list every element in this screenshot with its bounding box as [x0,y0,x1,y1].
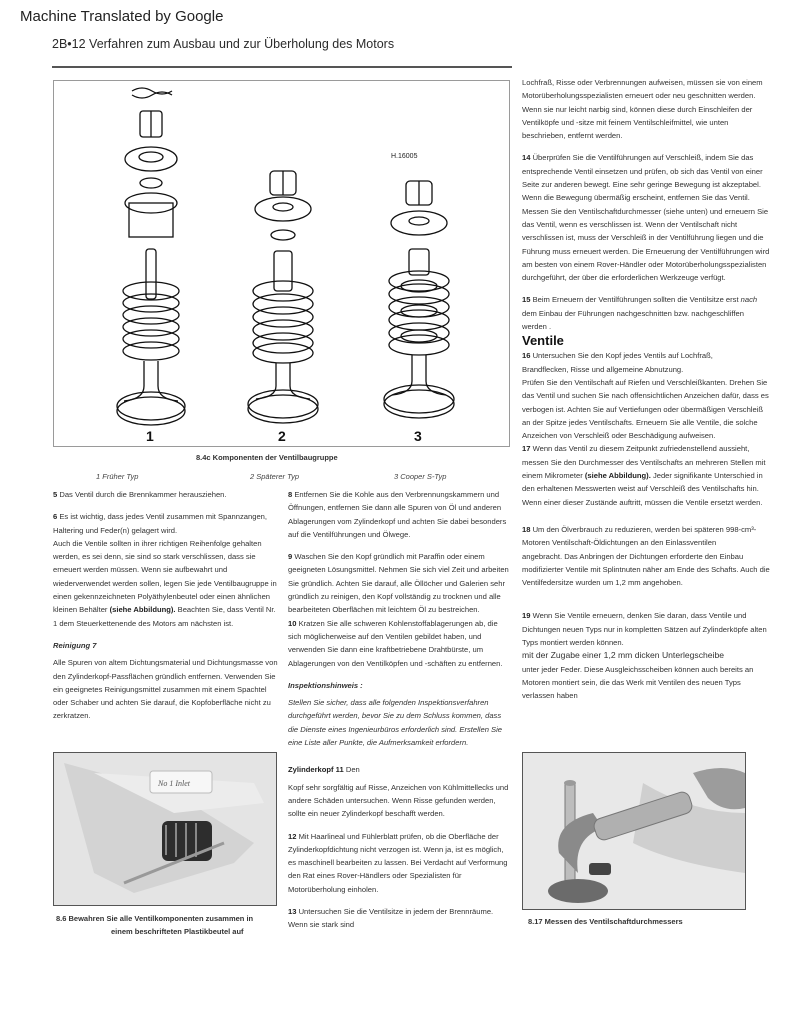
paragraph-7: Alle Spuren von altem Dichtungsmaterial und Dichtungsmasse von den Zylinderkopf-Passflächen gründlich entfernen. Verwenden Sie ein geeignetes Reinigungsmittel zusammen mit einem Spachtel oder Schaber und achten Sie darauf, die Kopfoberfläche nicht zu zerkratzen. [53,658,278,721]
paragraph-11: Kopf sehr sorgfältig auf Risse, Anzeichen von Kühlmittellecks und andere Schäden untersuchen. Wenn Risse gefunden werden, sollte ein neuer Zylinderkopf beschafft werden. [288,782,509,819]
figure-valve-components [53,80,510,447]
sub-caption-cooper-s-type: 3 Cooper S-Typ [394,472,447,481]
sub-caption-later-type: 2 Späterer Typ [250,472,300,481]
figure-bag-caption-line1: 8.6 Bewahren Sie alle Ventilkomponenten zusammen in [56,914,254,923]
valve-label-3: 3 [414,428,422,444]
paragraph-5: 5 Das Ventil durch die Brennkammer herausziehen. [53,490,227,499]
heading-inspection-note: Inspektionshinweis : [288,680,363,690]
micrometer-image [523,753,745,909]
plastic-bag-image [54,753,276,905]
valve-label-1: 1 [146,428,154,444]
paragraph-13: 13 Untersuchen Sie die Ventilsitze in jedem der Brennräume. Wenn sie stark sind [288,907,494,930]
figure-bag-caption-line2: einem beschrifteten Plastikbeutel auf [111,927,244,936]
sub-caption-early-type: 1 Früher Typ [96,472,139,481]
paragraph-15: 15 Beim Erneuern der Ventilführungen sollten die Ventilsitze erst nach dem Einbau der Führungen nachgeschnitten bzw. nachgeschliffen werden . [522,295,758,332]
paragraph-18: 18 Um den Ölverbrauch zu reduzieren, werden bei späteren 998-cm³-Motoren Ventilschaft-Öldichtungen an den Einlassventilen angebracht. Das Anbringen der Dichtungen erforderte den Einbau modifizierter Ventile mit Splintnuten näher am Ende des Schafts. Auch die Ventilfedersitze wurden um 1,2 mm angehoben. [522,524,770,588]
heading-cylinder-head: Zylinderkopf 11 Den [288,765,360,775]
right-column [522,76,770,711]
paragraph-17: 17 Wenn das Ventil zu diesem Zeitpunkt zufriedenstellend aussieht, messen Sie den Durchmesser des Ventilschafts an mehreren Stellen mit einem Mikrometer (siehe Abbildung). Jeder signifikante Unterschied in den erhaltenen Messwerten weist auf Verschleiß des Ventilschafts hin. Wenn einer dieser Zustände auftritt, müssen die Ventile ersetzt werden. [522,444,766,507]
middle-column [288,488,513,932]
paragraph-9: 9 Waschen Sie den Kopf gründlich mit Paraffin oder einem geeigneten Lösungsmittel. Nehmen Sie sich viel Zeit und arbeiten Sie gründlich. Achten Sie darauf, alle Öllöcher und Galerien sehr gründlich zu reinigen, den Kopf vollständig zu trocknen und alle bearbeiteten Oberflächen mit leichtem Öl zu bestreichen. [288,552,509,615]
figure-micrometer-caption: 8.17 Messen des Ventilschaftdurchmessers [528,917,683,926]
valve-label-2: 2 [278,428,286,444]
section-heading-ventile: Ventile [522,333,564,349]
figure-caption: 8.4c Komponenten der Ventilbaugruppe [196,453,338,462]
header-divider [52,66,512,68]
inspection-note-text: Stellen Sie sicher, dass alle folgenden Inspektionsverfahren durchgeführt werden, bevor Sie zu dem Schluss kommen, dass die Dienste eines Ingenieurbüros erforderlich sind. Erstellen Sie eine Liste aller Punkte, die Aufmerksamkeit erfordern. [288,698,503,748]
machine-translation-banner: Machine Translated by Google [20,8,224,25]
paragraph-12-end: Motorüberholung einholen. [288,884,379,894]
photo-valve-bag [53,752,277,906]
paragraph-6: 6 Es ist wichtig, dass jedes Ventil zusammen mit Spannzangen, Haltering und Feder(n) gelagert wird. Auch die Ventile sollten in ihrer richtigen Reihenfolge gehalten werden, es sei denn, sie sind so stark verschlissen, dass sie erneuert werden müssen. Wenn sie aufbewahrt und wiederverwendet werden sollen, legen Sie jede Ventilbaugruppe in einen gekennzeichneten Polyäthylenbeutel oder einen ähnlichen kleinen Behälter (siehe Abbildung). Beachten Sie, dass Ventil Nr. 1 dem Steuerkettenende des Motors am nächsten ist. [53,512,277,628]
paragraph-8: 8 Entfernen Sie die Kohle aus den Verbrennungskammern und Öffnungen, entfernen Sie dann alle Spuren von Öl und anderen Ablagerungen vom Zylinderkopf und achten Sie dabei besonders auf die Ventilführungen und Ölwege. [288,490,507,539]
paragraph-10: 10 Kratzen Sie alle schweren Kohlenstoffablagerungen ab, die sich möglicherweise auf den Ventilen gebildet haben, und verwenden Sie dann eine kraftbetriebene Drahtbürste, um Ablagerungen von den Ventilköpfen und -schäften zu entfernen. [288,618,503,668]
photo-micrometer [522,752,746,910]
paragraph-12: 12 Mit Haarlineal und Fühlerblatt prüfen, ob die Oberfläche der Zylinderkopfdichtung nicht verzogen ist. Wenn ja, ist es möglich, es maschinell bearbeiten zu lassen. Bei Verdacht auf Verformung den Rat eines Rover-Händlers oder Spezialisten für [288,831,508,881]
valve-assembly-illustration [54,81,509,446]
paragraph-14: 14 Überprüfen Sie die Ventilführungen auf Verschleiß, indem Sie das entsprechende Ventil einsetzen und prüfen, ob sich das Ventil von einer Seite zur anderen bewegt. Eine sehr geringe Bewegung ist akzeptabel. Wenn die Bewegung übermäßig erscheint, entfernen Sie das Ventil. Messen Sie den Ventilschaftdurchmesser (siehe unten) und erneuern Sie das Ventil, wenn es verschlissen ist. Wenn der Ventilschaft nicht verschlissen ist, muss der Verschleiß in der Ventilführung liegen und die Führung muss erneuert werden. Die Erneuerung der Ventilführungen wird am besten von einem Rover-Händler oder Motorüberholungsspezialisten durchgeführt, der über die erforderlichen Werkzeuge verfügt. [522,153,770,283]
svg-text:No 1 Inlet: No 1 Inlet [158,779,190,788]
heading-reinigung: Reinigung 7 [53,640,97,650]
paragraph-19: 19 Wenn Sie Ventile erneuern, denken Sie daran, dass Ventile und Dichtungen neuen Typs nur in kompletten Sätzen auf Zylinderköpfe alten Typs montiert werden können. mit der Zugabe einer 1,2 mm dicken Unterlegscheibe unter jeder Feder. Diese Ausgleichsscheiben können auch bereits an Motoren montiert sein, die das Werk mit Ventilen des neuen Typs verlassen haben [522,611,767,701]
figure-ref-code: H.16005 [391,153,418,160]
left-column [53,488,281,732]
page-title: 2B•12 Verfahren zum Ausbau und zur Überholung des Motors [52,37,395,51]
paragraph-16: 16 Untersuchen Sie den Kopf jedes Ventils auf Lochfraß, Brandflecken, Risse und allgemeine Abnutzung. Prüfen Sie den Ventilschaft auf Riefen und Verschleißkanten. Drehen Sie das Ventil und suchen Sie nach offensichtlichen Anzeichen dafür, dass es verbogen ist. Achten Sie auf Vertiefungen oder übermäßigen Verschleiß an der Spitze jedes Ventilschafts. Erneuern Sie alle Ventile, die solche Anzeichen von Verschleiß oder Beschädigung aufweisen. [522,351,769,441]
paragraph-13-continued: Lochfraß, Risse oder Verbrennungen aufweisen, müssen sie von einem Motorüberholungsspezialisten erneuert oder neu geschnitten werden. Wenn sie nur leicht narbig sind, können diese durch Einschleifen der Ventilköpfe und -sitze mit feinem Ventilschleifmittel, wie unten beschrieben, entfernt werden. [522,78,763,141]
